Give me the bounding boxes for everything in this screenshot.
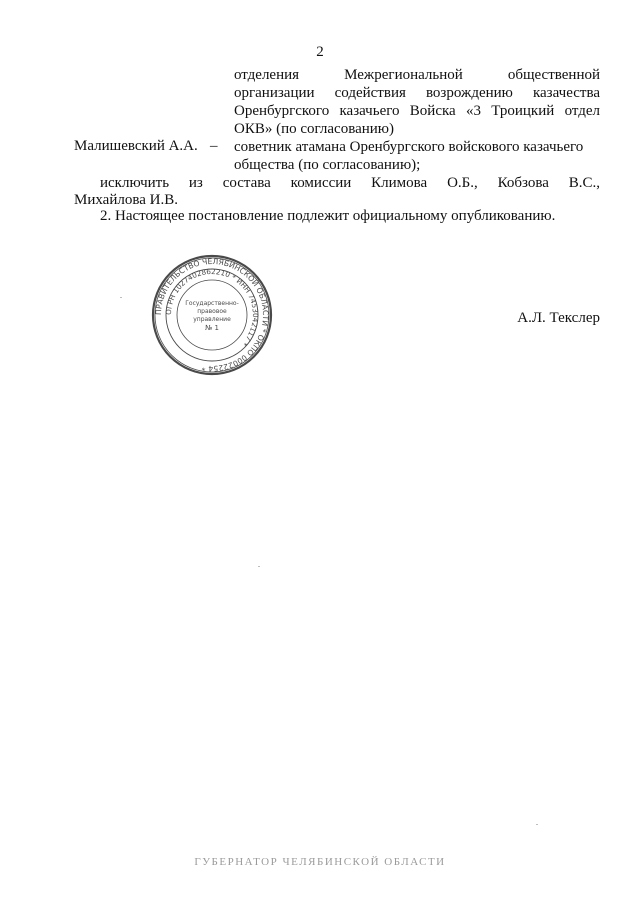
org-line: отделения Межрегиональной общественной bbox=[234, 67, 600, 83]
seal-center-line: Государственно- bbox=[185, 300, 239, 307]
page-number: 2 bbox=[316, 44, 324, 60]
seal-center-line: управление bbox=[193, 316, 231, 323]
footer-title: ГУБЕРНАТОР ЧЕЛЯБИНСКОЙ ОБЛАСТИ bbox=[194, 856, 446, 868]
member-role-line: советник атамана Оренбургского войскового казачьего bbox=[234, 139, 584, 155]
member-name: Малишевский А.А. bbox=[74, 138, 198, 154]
seal-outer-text: ПРАВИТЕЛЬСТВО ЧЕЛЯБИНСКОЙ ОБЛАСТИ * ОКПО 00022254 * bbox=[153, 256, 271, 374]
scan-speck bbox=[258, 566, 260, 567]
exclude-clause: исключить из состава комиссии Климова О.Б., Кобзова В.С., bbox=[100, 175, 600, 191]
org-line: организации содействия возрождению казачества bbox=[234, 85, 600, 101]
seal-inner-text: ОГРН 1027402862210 * ИНН 7453042117 * bbox=[163, 266, 261, 349]
paragraph-2: 2. Настоящее постановление подлежит официальному опубликованию. bbox=[100, 208, 556, 224]
member-role bbox=[234, 138, 600, 174]
official-seal-stamp bbox=[150, 253, 274, 377]
signatory-name: А.Л. Текслер bbox=[517, 310, 600, 326]
org-line: Оренбургского казачьего Войска «3 Троицкий отдел bbox=[234, 103, 600, 119]
scan-speck bbox=[536, 824, 538, 825]
member-role-line: общества (по согласованию); bbox=[234, 157, 421, 173]
scan-speck bbox=[120, 297, 122, 298]
member-dash: – bbox=[210, 138, 218, 154]
org-line: ОКВ» (по согласованию) bbox=[234, 121, 395, 137]
seal-center-line: правовое bbox=[197, 308, 227, 315]
exclude-clause-continued: Михайлова И.В. bbox=[74, 192, 178, 208]
seal-center-line: № 1 bbox=[205, 324, 219, 332]
org-description bbox=[234, 66, 600, 138]
